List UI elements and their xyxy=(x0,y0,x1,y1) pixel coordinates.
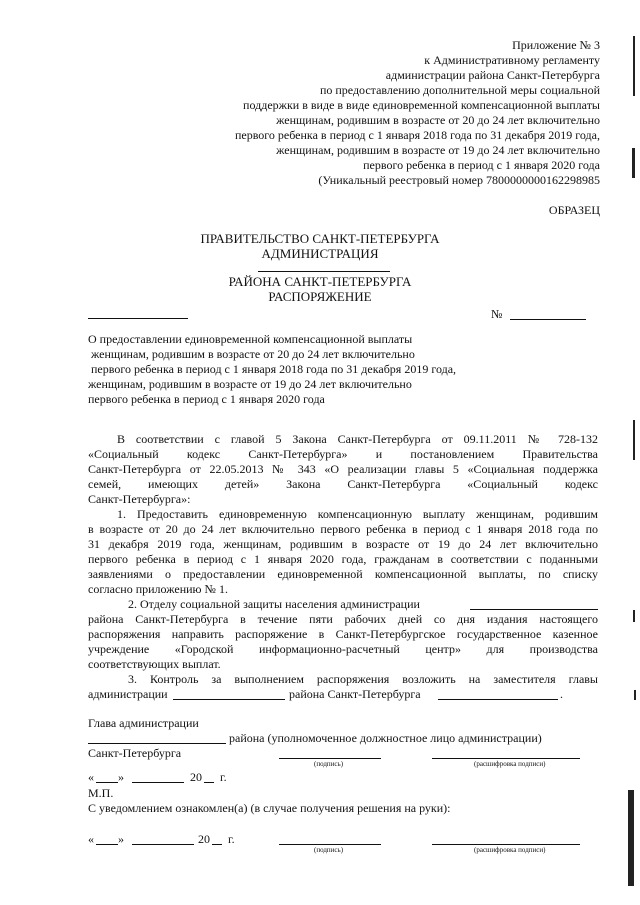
district-title: РАЙОНА САНКТ-ПЕТЕРБУРГА xyxy=(228,274,412,289)
signature-blank xyxy=(279,758,381,759)
appendix-line: администрации района Санкт-Петербурга xyxy=(385,68,600,82)
appendix-line: женщинам, родившим в возрасте от 20 до 24 лет включительно xyxy=(276,113,600,127)
item-1-line: первого ребенка в период с 1 января 2020 года, гражданам в соответствии с поданными xyxy=(88,552,598,566)
order-date-blank xyxy=(88,318,188,319)
item-1-line: согласно приложению № 1. xyxy=(88,582,228,596)
appendix-line: первого ребенка в период с 1 января 2018 года по 31 декабря 2019 года, xyxy=(234,128,600,142)
item-2-line: района Санкт-Петербурга в течение пяти рабочих дней со дня издания настоящего xyxy=(88,612,598,626)
date-open-quote: « xyxy=(88,832,94,846)
preamble-line: «Социальный кодекс Санкт-Петербурга» и постановлением Правительства xyxy=(88,447,598,461)
day-blank xyxy=(96,782,118,783)
district-official-text: района (уполномоченное должностное лицо администрации) xyxy=(229,731,542,745)
appendix-line: (Уникальный реестровый номер 7800000000162298985 xyxy=(318,173,600,187)
sample-label: ОБРАЗЕЦ xyxy=(548,203,600,217)
signature-caption: (подпись) xyxy=(314,846,344,854)
item-2-line: соответствующих выплат. xyxy=(88,657,221,671)
year-blank xyxy=(204,782,214,783)
subject-line: первого ребенка в период с 1 января 2018 года по 31 декабря 2019 года, xyxy=(88,362,457,376)
date-close-quote: » xyxy=(118,770,124,784)
item-2-line: распоряжения направить распоряжение в Санкт-Петербургское государственное казенное xyxy=(88,627,598,641)
subject-line: О предоставлении единовременной компенсационной выплаты xyxy=(88,332,413,346)
item-2-line: учреждение «Городской информационно-расчетный центр» для производства xyxy=(88,642,598,656)
stamp-label: М.П. xyxy=(88,786,114,800)
subject-line: женщинам, родившим в возрасте от 19 до 24 лет включительно xyxy=(88,377,412,391)
subject-line: первого ребенка в период с 1 января 2020 года xyxy=(88,392,325,406)
date-close-quote: » xyxy=(118,832,124,846)
day-blank xyxy=(96,844,118,845)
order-number-blank xyxy=(510,319,586,320)
preamble-line: Санкт-Петербурга от 22.05.2013 № 343 «О реализации главы 5 «Социальная поддержка xyxy=(88,462,598,476)
signature-decode-blank xyxy=(432,844,580,845)
deputy-blank xyxy=(173,699,285,700)
item-1-line: в возрасте от 20 до 24 лет включительно первого ребенка в период с 1 января 2018 года по xyxy=(88,522,598,536)
signature-caption: (подпись) xyxy=(314,760,344,768)
appendix-line: к Административному регламенту xyxy=(424,53,600,67)
order-number-label: № xyxy=(491,307,503,321)
appendix-line: по предоставлению дополнительной меры социальной xyxy=(319,83,600,97)
acknowledgement-text: С уведомлением ознакомлен(а) (в случае получения решения на руки): xyxy=(88,801,451,815)
year-prefix: 20 xyxy=(190,770,202,784)
preamble-line: семей, имеющих детей» Закона Санкт-Петербурга «Социальный кодекс xyxy=(88,477,598,491)
year-suffix: г. xyxy=(228,832,235,846)
item-1-line: 31 декабря 2019 года, женщинам, родившим в возрасте от 19 до 24 лет включительно xyxy=(88,537,598,551)
head-title: Глава администрации xyxy=(88,716,199,730)
signature-decode-caption: (расшифровка подписи) xyxy=(474,846,546,854)
year-prefix: 20 xyxy=(198,832,210,846)
month-blank xyxy=(132,844,194,845)
department-name-blank xyxy=(470,609,598,610)
item-3-line: 3. Контроль за выполнением распоряжения возложить на заместителя главы xyxy=(128,672,598,686)
subject-line: женщинам, родившим в возрасте от 20 до 24 лет включительно xyxy=(88,347,415,361)
appendix-line: Приложение № 3 xyxy=(512,38,600,52)
item-1-line: заявлениями о предоставлении единовременной компенсационной выплаты, по списку xyxy=(88,567,598,581)
month-blank xyxy=(132,782,184,783)
preamble-line: Санкт-Петербурга»: xyxy=(88,492,191,506)
appendix-line: женщинам, родившим в возрасте от 19 до 24 лет включительно xyxy=(276,143,600,157)
item-1-line: 1. Предоставить единовременную компенсационную выплату женщинам, родившим xyxy=(117,507,598,521)
appendix-line: поддержки в виде в виде единовременной компенсационной выплаты xyxy=(243,98,600,112)
district-name-blank xyxy=(258,271,390,272)
administration-title: АДМИНИСТРАЦИЯ xyxy=(261,246,379,261)
item-3-period: . xyxy=(560,687,563,701)
order-title: РАСПОРЯЖЕНИЕ xyxy=(268,289,372,304)
appendix-line: первого ребенка в период с 1 января 2020 года xyxy=(363,158,600,172)
item-3-line: администрации xyxy=(88,687,168,701)
date-open-quote: « xyxy=(88,770,94,784)
district-blank xyxy=(88,743,226,744)
signature-decode-blank xyxy=(432,758,580,759)
year-blank xyxy=(212,844,222,845)
government-title: ПРАВИТЕЛЬСТВО САНКТ-ПЕТЕРБУРГА xyxy=(200,231,440,246)
city-text: Санкт-Петербурга xyxy=(88,746,182,760)
deputy-name-blank xyxy=(438,699,558,700)
item-2-line: 2. Отделу социальной защиты населения администрации xyxy=(128,597,420,611)
preamble-line: В соответствии с главой 5 Закона Санкт-Петербурга от 09.11.2011 № 728-132 xyxy=(117,432,598,446)
signature-blank xyxy=(279,844,381,845)
item-3-line: района Санкт-Петербурга xyxy=(289,687,421,701)
year-suffix: г. xyxy=(220,770,227,784)
signature-decode-caption: (расшифровка подписи) xyxy=(474,760,546,768)
